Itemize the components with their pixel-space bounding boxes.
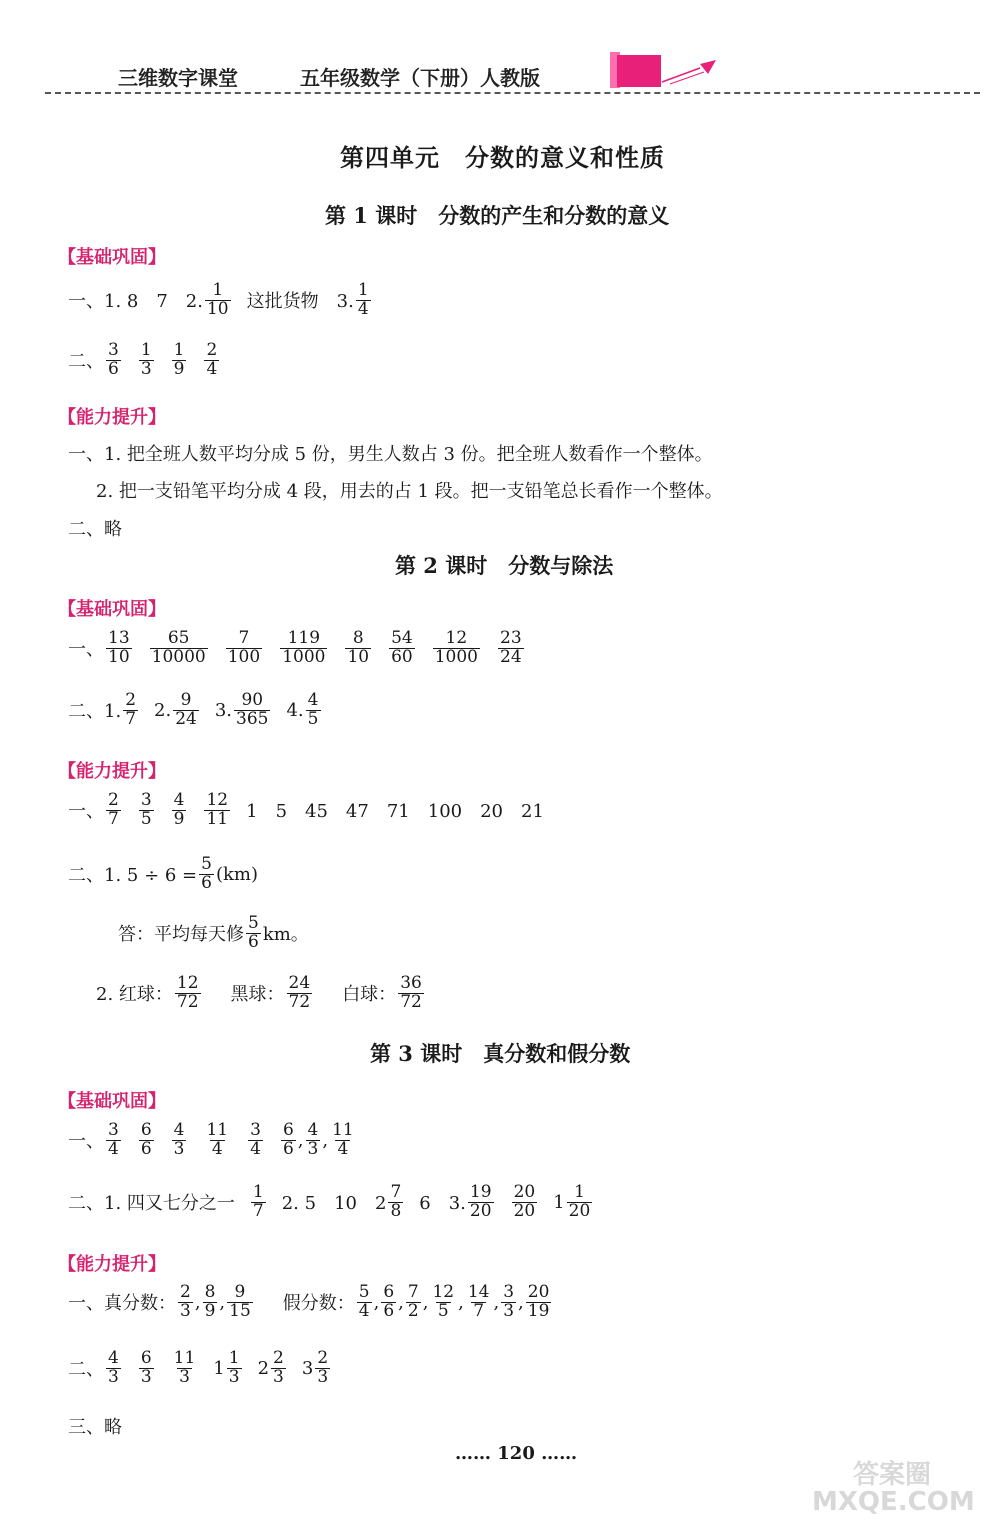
lesson-3-title: 第 3 课时 真分数和假分数 bbox=[370, 1041, 631, 1066]
fraction: $\frac{13}{10}$ bbox=[108, 628, 130, 667]
lesson-3-basic-line-2: 二、1. 四又七分之一 $\frac{1}{7}$ 2. 5 10 2 $\frac{7}{8}$ 6 3. $\frac{19}{20}$ $\frac{20}{20}$ 1 $\frac{1}{20}$ bbox=[68, 1182, 591, 1221]
page-number: …… 120 …… bbox=[455, 1443, 578, 1464]
lesson-3-basic-line-1: 一、 $\frac{3}{4}$ $\frac{6}{6}$ $\frac{4}{3}$ $\frac{11}{4}$ $\frac{3}{4}$ $\frac{6}{6}$ , $\frac{4}{3}$ , $\frac{11}{4}$ bbox=[68, 1120, 354, 1159]
lesson-1-basic-line-1 bbox=[68, 282, 373, 319]
fraction: $\frac{3}{4}$ bbox=[108, 1120, 119, 1159]
lesson-3-adv-tag: 【能力提升】 bbox=[58, 1254, 166, 1275]
rocket-icon bbox=[660, 56, 720, 86]
mixed-number: 3 $\frac{2}{3}$ bbox=[301, 1348, 329, 1387]
fraction: $\frac{8}{9}$ bbox=[204, 1282, 216, 1321]
fraction: $\frac{4}{3}$ bbox=[307, 1120, 319, 1159]
fraction: $\frac{9}{24}$ bbox=[175, 690, 197, 729]
lesson-1-adv-line-1: 一、1. 把全班人数平均分成 5 份，男生人数占 3 份。把全班人数看作一个整体。 bbox=[68, 444, 713, 465]
fraction: $\frac{12}{5}$ bbox=[432, 1282, 455, 1321]
fraction: $\frac{24}{72}$ bbox=[288, 973, 311, 1012]
lesson-2-basic-line-2: 二、1. $\frac{2}{7}$ 2. $\frac{9}{24}$ 3. $\frac{90}{365}$ 4. $\frac{4}{5}$ bbox=[68, 690, 319, 729]
fraction: $\frac{11}{4}$ bbox=[206, 1120, 229, 1159]
fraction: $\frac{90}{365}$ bbox=[236, 690, 269, 729]
lesson-3-basic-tag: 【基础巩固】 bbox=[58, 1091, 166, 1112]
lesson-2-adv-line-4: 2. 红球： $\frac{12}{72}$ 黑球： $\frac{24}{72}$ 白球： $\frac{36}{72}$ bbox=[96, 973, 422, 1012]
lesson-1-adv-tag: 【能力提升】 bbox=[58, 407, 166, 428]
lesson-1-basic-line-2 bbox=[68, 342, 221, 379]
lesson-2-title: 第 2 课时 分数与除法 bbox=[395, 553, 614, 578]
lesson-2-basic-line-1: 一、 $\frac{13}{10}$ $\frac{65}{10000}$ $\frac{7}{100}$ $\frac{119}{1000}$ $\frac{8}{10}$ $\frac{54}{60}$ $\frac{12}{1000}$ $\frac{23}{24}$ bbox=[68, 628, 522, 667]
fraction: $\frac{20}{19}$ bbox=[527, 1282, 550, 1321]
lesson-2-adv-tag: 【能力提升】 bbox=[58, 761, 166, 782]
fraction: $\frac{4}{3}$ bbox=[108, 1348, 119, 1387]
fraction: $\frac{23}{24}$ bbox=[500, 628, 522, 667]
fraction: $\frac{12}{1000}$ bbox=[434, 628, 478, 667]
fraction: $\frac{3}{6}$ bbox=[108, 340, 119, 379]
lesson-2-adv-line-3: 答：平均每天修 $\frac{5}{6}$ km。 bbox=[118, 913, 309, 952]
unit-title: 第四单元 分数的意义和性质 bbox=[340, 143, 665, 172]
fraction: $\frac{7}{100}$ bbox=[227, 628, 261, 667]
fraction: $\frac{5}{6}$ bbox=[201, 854, 212, 893]
lesson-3-adv-line-3: 三、略 bbox=[68, 1417, 122, 1438]
fraction: $\frac{1}{20}$ bbox=[568, 1182, 591, 1221]
fraction: $\frac{14}{7}$ bbox=[467, 1282, 490, 1321]
lesson-2-adv-line-2: 二、1. 5 ÷ 6 = $\frac{5}{6}$ (km) bbox=[68, 854, 258, 893]
mixed-number: 2 $\frac{2}{3}$ bbox=[257, 1348, 284, 1387]
fraction: $\frac{6}{6}$ bbox=[140, 1120, 152, 1159]
fraction: $\frac{9}{15}$ bbox=[229, 1282, 251, 1321]
lesson-1-basic-tag: 【基础巩固】 bbox=[58, 247, 166, 268]
fraction: $\frac{5}{4}$ bbox=[358, 1282, 370, 1321]
fraction: $\frac{5}{6}$ bbox=[248, 913, 259, 952]
header-divider bbox=[45, 92, 980, 94]
fraction: $\frac{19}{20}$ bbox=[469, 1182, 492, 1221]
fraction: $\frac{36}{72}$ bbox=[400, 973, 422, 1012]
fraction: $\frac{2}{7}$ bbox=[108, 790, 119, 829]
fraction: $\frac{20}{20}$ bbox=[513, 1182, 536, 1221]
lesson-3-adv-line-1: 一、真分数： $\frac{2}{3}$ , $\frac{8}{9}$ , $\frac{9}{15}$ 假分数： $\frac{5}{4}$ , $\frac{6}{6}$ , $\frac{7}{2}$ , $\frac{12}{5}$ , $\frac{14}{7}$ , $\frac{3}{3}$ , $\frac{20}{19}$ bbox=[68, 1282, 550, 1321]
fraction: $\frac{54}{60}$ bbox=[391, 628, 413, 667]
fraction: $\frac{11}{3}$ bbox=[173, 1348, 196, 1387]
fraction: $\frac{8}{10}$ bbox=[347, 628, 370, 667]
fraction: $\frac{12}{11}$ bbox=[206, 790, 229, 829]
fraction: $\frac{2}{4}$ bbox=[206, 340, 218, 379]
fraction: $\frac{2}{3}$ bbox=[180, 1282, 191, 1321]
fraction: $\frac{4}{5}$ bbox=[307, 690, 319, 729]
lesson-1-adv-line-3: 二、略 bbox=[68, 519, 122, 540]
header-decoration-block bbox=[617, 55, 661, 87]
answer-text: 二、 bbox=[68, 351, 104, 373]
fraction: $\frac{3}{3}$ bbox=[503, 1282, 515, 1321]
fraction: $\frac{1}{4}$ bbox=[357, 280, 369, 319]
answer-text: 这批货物 3. bbox=[246, 291, 354, 313]
fraction: $\frac{2}{7}$ bbox=[125, 690, 137, 729]
lesson-1-adv-line-2: 2. 把一支铅笔平均分成 4 段，用去的占 1 段。把一支铅笔总长看作一个整体。 bbox=[96, 481, 723, 502]
fraction: $\frac{65}{10000}$ bbox=[151, 628, 206, 667]
fraction: $\frac{3}{4}$ bbox=[250, 1120, 261, 1159]
fraction: $\frac{7}{2}$ bbox=[407, 1282, 419, 1321]
answer-text: 一、1. 8 7 2. bbox=[68, 291, 203, 313]
fraction: $\frac{119}{1000}$ bbox=[282, 628, 326, 667]
mixed-number: 1 $\frac{1}{3}$ bbox=[213, 1348, 240, 1387]
fraction: $\frac{11}{4}$ bbox=[332, 1120, 354, 1159]
fraction: $\frac{6}{3}$ bbox=[140, 1348, 152, 1387]
header-book-title: 五年级数学（下册）人教版 bbox=[300, 66, 540, 90]
fraction: $\frac{6}{6}$ bbox=[383, 1282, 395, 1321]
fraction: $\frac{12}{72}$ bbox=[176, 973, 199, 1012]
lesson-1-title: 第 1 课时 分数的产生和分数的意义 bbox=[325, 203, 670, 228]
watermark: 答案圈 MXQE.COM bbox=[812, 1460, 975, 1518]
fraction: $\frac{1}{3}$ bbox=[140, 340, 152, 379]
lesson-3-adv-line-2: 二、 $\frac{4}{3}$ $\frac{6}{3}$ $\frac{11}{3}$ 1 $\frac{1}{3}$ 2 $\frac{2}{3}$ 3 $\frac{2}{3}$ bbox=[68, 1350, 332, 1387]
fraction: $\frac{1}{10}$ bbox=[206, 280, 229, 319]
fraction: $\frac{3}{5}$ bbox=[140, 790, 152, 829]
header-series-title: 三维数字课堂 bbox=[118, 66, 238, 90]
fraction: $\frac{7}{8}$ bbox=[390, 1182, 402, 1221]
fraction: $\frac{1}{7}$ bbox=[252, 1182, 264, 1221]
lesson-2-basic-tag: 【基础巩固】 bbox=[58, 599, 166, 620]
fraction: $\frac{4}{9}$ bbox=[173, 790, 185, 829]
fraction: $\frac{6}{6}$ bbox=[282, 1120, 294, 1159]
lesson-2-adv-line-1: 一、 $\frac{2}{7}$ $\frac{3}{5}$ $\frac{4}{9}$ $\frac{12}{11}$ 1 5 45 47 71 100 20 21 bbox=[68, 790, 544, 829]
fraction: $\frac{1}{9}$ bbox=[173, 340, 185, 379]
fraction: $\frac{4}{3}$ bbox=[173, 1120, 185, 1159]
